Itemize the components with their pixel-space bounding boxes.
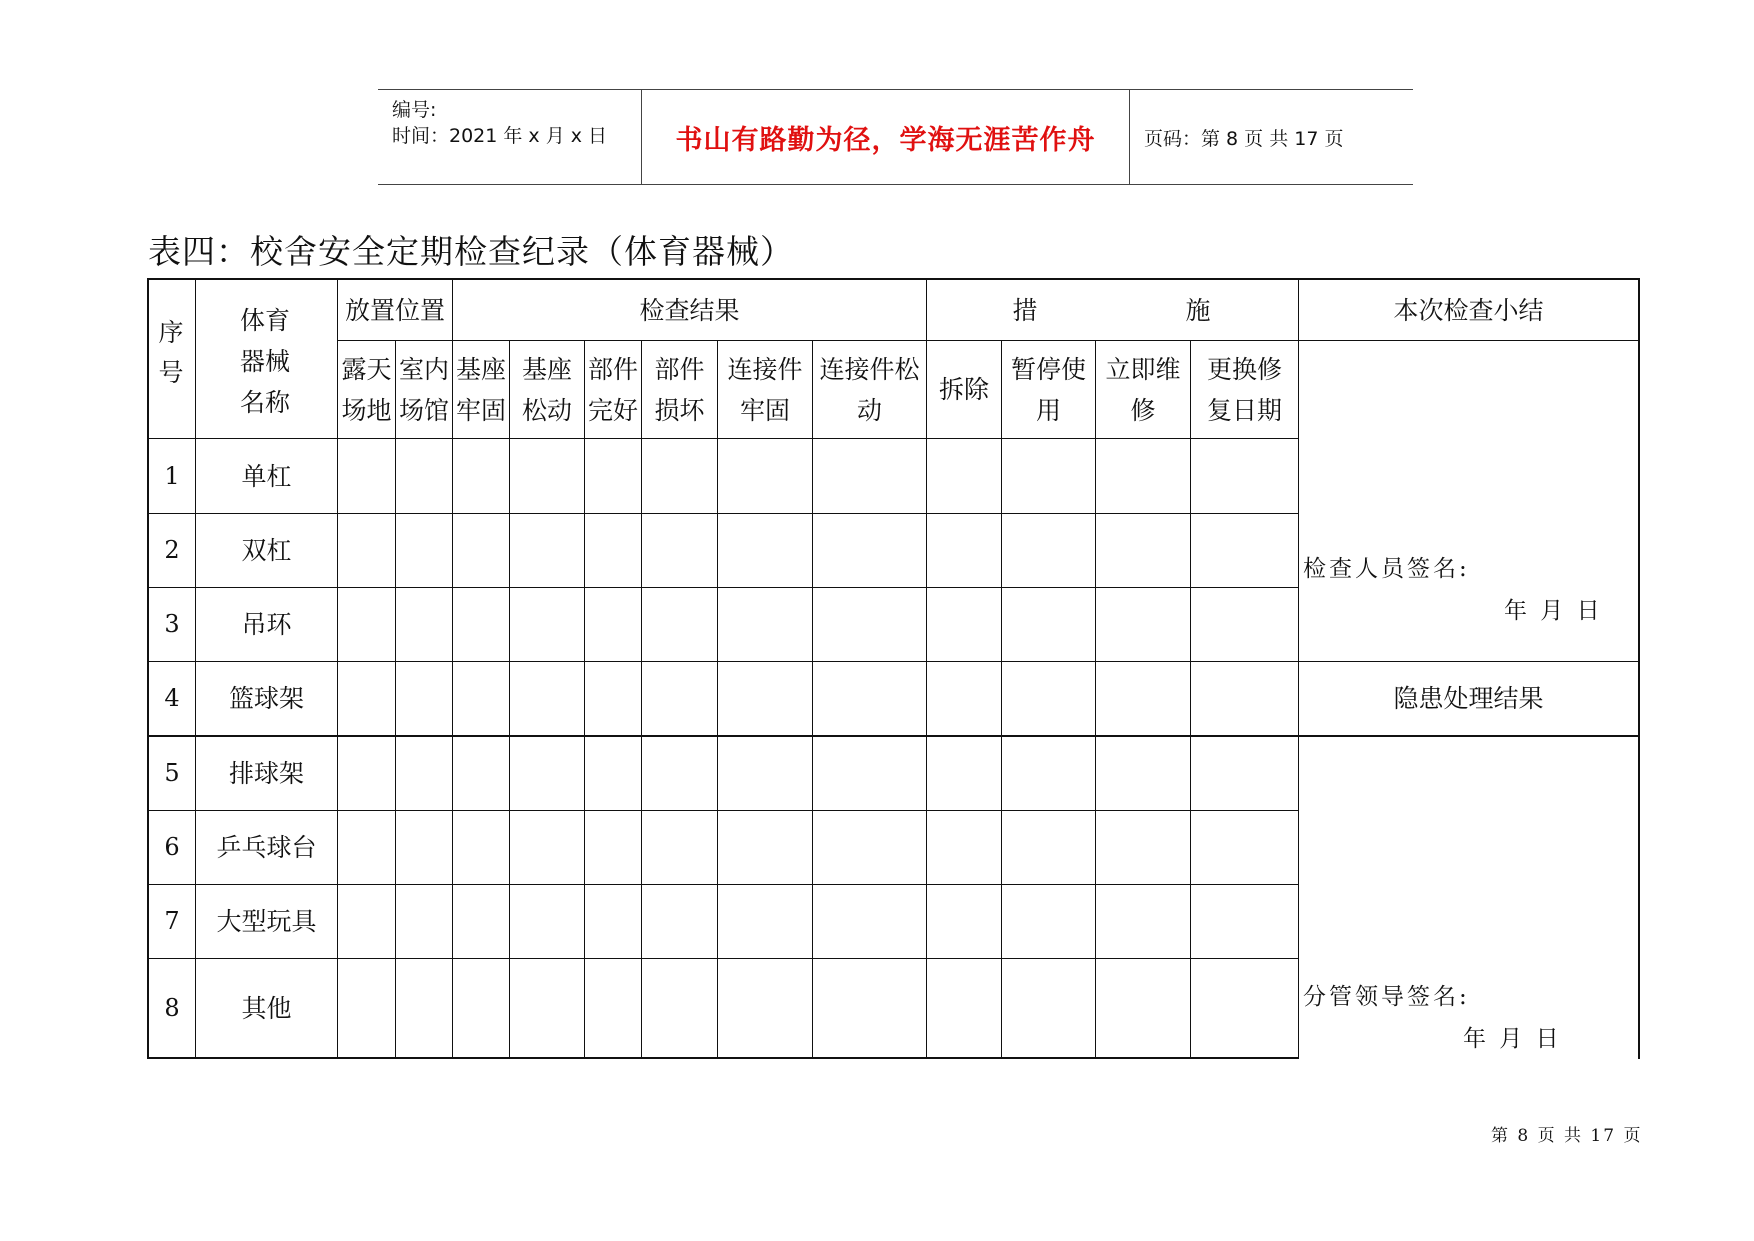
header-outdoor-text: 露天场地 [341,354,392,425]
header-summary: 本次检查小结 [1393,295,1544,325]
row-seq: 5 [164,759,180,787]
header-measures-right: 施 [1185,295,1211,325]
row-seq: 4 [164,684,180,712]
header-base-firm-text: 基座牢固 [455,354,506,425]
inspection-table [147,278,1640,1059]
header-measures-left: 措 [1012,295,1038,325]
col-divider [1190,340,1191,1059]
header-indoor [396,341,452,438]
header-connector-loose [813,341,926,438]
col-divider [1001,340,1002,1059]
col-divider [509,340,510,1059]
header-parts-damaged [642,341,717,438]
row-equipment: 大型玩具 [216,907,317,936]
row-equipment: 其他 [241,993,292,1023]
header-base-firm [453,341,509,438]
row-equipment: 排球架 [228,759,304,788]
header-connector-firm [718,341,812,438]
header-seq-text: 序号 [158,318,184,387]
page-footer: 第 8 页 共 17 页 [1491,1126,1643,1146]
header-remove: 拆除 [938,375,989,404]
row-equipment: 单杠 [241,461,292,491]
header-base-loose-text: 基座松动 [521,354,572,425]
inspector-date: 年 月 日 [1504,598,1603,624]
row-seq: 7 [164,907,180,935]
table-border-right [1638,278,1640,1059]
row-equipment: 吊环 [241,610,292,639]
header-replace-date-text: 更换修复日期 [1206,354,1282,425]
header-equipment-name-text: 体育器械名称 [239,305,290,417]
header-placement: 放置位置 [344,295,445,325]
leader-date: 年 月 日 [1463,1026,1562,1052]
row-seq: 2 [164,536,180,564]
header-repair-now-text: 立即维修 [1105,354,1181,425]
leader-signature-label: 分管领导签名: [1303,984,1470,1010]
header-replace-date [1191,341,1298,438]
page-indicator: 页码：第 8 页 共 17 页 [1144,127,1344,150]
motto: 书山有路勤为径，学海无涯苦作舟 [642,90,1130,184]
col-divider [395,340,396,1059]
row-seq: 6 [164,833,180,861]
row-seq: 8 [164,993,180,1022]
row-seq: 1 [164,461,180,490]
header-parts-damaged-text: 部件损坏 [654,354,705,425]
header-parts-ok-text: 部件完好 [587,354,638,425]
time-label: 时间：2021 年 x 月 x 日 [392,125,608,147]
header-connector-firm-text: 连接件牢固 [727,354,803,425]
header-meta [378,90,642,184]
header-seq [151,308,191,398]
col-divider [717,340,718,1059]
header-connector-loose-text: 连接件松动 [819,354,920,425]
row-equipment: 乒乓球台 [216,833,317,862]
header-indoor-text: 室内场馆 [398,354,449,425]
table-border-bottom [147,1057,1298,1059]
col-divider [1095,340,1096,1059]
col-divider [812,340,813,1059]
header-repair-now [1096,341,1190,438]
row-equipment: 双杠 [241,536,292,565]
header-result: 检查结果 [639,295,740,325]
row-equipment: 篮球架 [228,684,304,713]
col-divider [584,340,585,1059]
page-title: 表四：校舍安全定期检查纪录（体育器械） [148,232,794,271]
header-parts-ok [585,341,641,438]
header-suspend-text: 暂停使用 [1010,354,1086,425]
row-divider [147,735,1640,737]
header-base-loose [510,341,584,438]
header-suspend [1002,341,1095,438]
number-label: 编号: [392,99,437,121]
row-seq: 3 [164,610,180,638]
col-divider [641,340,642,1059]
header-equipment-name [205,296,325,426]
header-outdoor [338,341,395,438]
hazard-result-label: 隐患处理结果 [1393,684,1544,713]
inspector-signature-label: 检查人员签名: [1303,556,1470,582]
page-header [378,89,1413,185]
